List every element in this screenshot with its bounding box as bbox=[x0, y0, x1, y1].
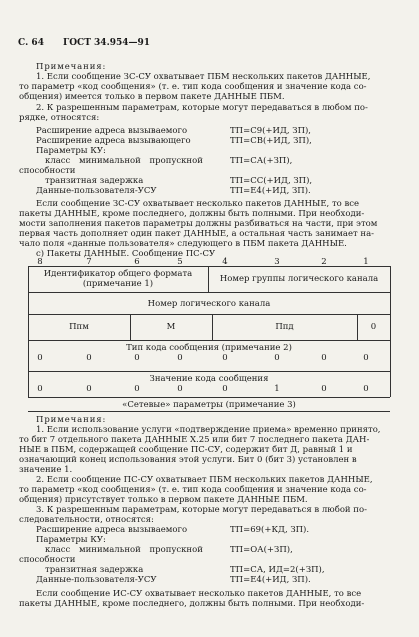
note-line: то параметр «код сообщения» (т. е. тип кода сообщения и значение кода со- bbox=[19, 485, 367, 495]
notes-title: Примечания: bbox=[36, 62, 107, 72]
table-border-bottom bbox=[28, 411, 390, 412]
param-label: транзитная задержка bbox=[45, 565, 144, 575]
param-value: ТП=ОА(+ЗП), bbox=[230, 545, 293, 555]
row-divider bbox=[28, 371, 390, 372]
msg-val-bit: 0 bbox=[86, 384, 92, 394]
msg-type-bit: 0 bbox=[363, 353, 369, 363]
note-line: общения) имеется только в первом пакете ДАННЫЕ ПБМ. bbox=[19, 92, 285, 102]
param-value: ТП=СА(+ЗП), bbox=[230, 156, 293, 166]
param-label: Расширение адреса вызываемого bbox=[36, 126, 188, 136]
msg-type-title: Тип кода сообщения (примечание 2) bbox=[126, 343, 292, 353]
param-label: Параметры КУ: bbox=[36, 146, 106, 156]
bit-number: 7 bbox=[86, 257, 92, 267]
param-label: Данные-пользователя-УСУ bbox=[36, 575, 157, 585]
paragraph-line: чало поля «данные пользователя» следующего в ПБМ пакета ДАННЫЕ. bbox=[19, 239, 347, 249]
network-params: «Сетевые» параметры (примечание 3) bbox=[122, 400, 296, 410]
bit-number: 8 bbox=[37, 257, 43, 267]
gfi-label: Идентификатор общего формата bbox=[43, 269, 193, 279]
msg-type-bit: 0 bbox=[274, 353, 280, 363]
bit-number: 2 bbox=[321, 257, 327, 267]
ppm-label: Ппм bbox=[69, 322, 89, 332]
param-label: Параметры КУ: bbox=[36, 535, 106, 545]
row-divider bbox=[28, 292, 390, 293]
msg-val-bit: 0 bbox=[321, 384, 327, 394]
msg-val-bit: 0 bbox=[37, 384, 43, 394]
zero-bit: 0 bbox=[370, 322, 377, 332]
bit-number: 3 bbox=[274, 257, 280, 267]
note-line: то бит 7 отдельного пакета ДАННЫЕ Х.25 или бит 7 последнего пакета ДАН- bbox=[19, 435, 370, 445]
table-border-right bbox=[390, 266, 391, 371]
note-line: 3. К разрешенным параметрам, которые могут передаваться в любой по- bbox=[36, 505, 367, 515]
msg-type-bit: 0 bbox=[37, 353, 43, 363]
page-number: С. 64 bbox=[18, 38, 44, 48]
note-line: 2. Если сообщение ПС-СУ охватывает ПБМ нескольких пакетов ДАННЫЕ, bbox=[36, 475, 373, 485]
ppd-label: Ппд bbox=[275, 322, 294, 332]
param-label: Данные-пользователя-УСУ bbox=[36, 186, 157, 196]
row-divider bbox=[28, 397, 390, 398]
paragraph-line: первая часть дополняет один пакет ДАННЫЕ, а остальная часть занимает на- bbox=[19, 229, 375, 239]
note-line: 1. Если использование услуги «подтверждение приема» временно принято, bbox=[36, 425, 381, 435]
param-value: ТП=Е4(+ИД, ЗП). bbox=[230, 575, 311, 585]
table-border-right bbox=[390, 371, 391, 397]
msg-type-bit: 0 bbox=[86, 353, 92, 363]
notes-title: Примечания: bbox=[36, 415, 107, 425]
note-line: 2. К разрешенным параметрам, которые могут передаваться в любом по- bbox=[36, 103, 368, 113]
note-line: следовательности, относятся: bbox=[19, 515, 154, 525]
note-line: общения) присутствует только в первом пакете ДАННЫЕ ПБМ. bbox=[19, 495, 308, 505]
msg-val-bit: 0 bbox=[177, 384, 183, 394]
gost-number: ГОСТ 34.954—91 bbox=[63, 38, 151, 48]
m-label: М bbox=[166, 322, 176, 332]
param-label: Расширение адреса вызывающего bbox=[36, 136, 191, 146]
row-divider bbox=[28, 340, 390, 341]
gfi-note: (примечание 1) bbox=[82, 279, 154, 289]
param-value: ТП=С9(+ИД, ЗП), bbox=[230, 126, 312, 136]
param-label: способности bbox=[19, 555, 76, 565]
param-value: ТП=СС(+ИД, ЗП), bbox=[230, 176, 313, 186]
note-line: 1. Если сообщение ЗС-СУ охватывает ПБМ нескольких пакетов ДАННЫЕ, bbox=[36, 72, 371, 82]
paragraph-line: мости заполнения пакетов параметры должны разбиваться на части, при этом bbox=[19, 219, 378, 229]
msg-val-bit: 1 bbox=[274, 384, 280, 394]
note-line: значение 1. bbox=[19, 465, 73, 475]
bit-number: 5 bbox=[177, 257, 183, 267]
table-caption: с) Пакеты ДАННЫЕ. Сообщение ПС-СУ bbox=[36, 249, 216, 259]
param-label: способности bbox=[19, 166, 76, 176]
lcn-label: Номер логического канала bbox=[147, 299, 271, 309]
param-value: ТП=69(+КД, ЗП). bbox=[230, 525, 310, 535]
note-line: НЫЕ в ПБМ, содержащей сообщение ПС-СУ, содержит бит Д, равный 1 и bbox=[19, 445, 353, 455]
param-label: класс минимальной пропускной bbox=[45, 545, 203, 555]
param-value: ТП=Е4(+ИД, ЗП). bbox=[230, 186, 311, 196]
bit-number: 6 bbox=[134, 257, 140, 267]
msg-val-bit: 0 bbox=[222, 384, 228, 394]
msg-val-bit: 0 bbox=[363, 384, 369, 394]
paragraph-line: Если сообщение ИС-СУ охватывает несколько пакетов ДАННЫЕ, то все bbox=[36, 589, 362, 599]
note-line: то параметр «код сообщения» (т. е. тип кода сообщения и значение кода со- bbox=[19, 82, 367, 92]
bit-number: 4 bbox=[222, 257, 228, 267]
param-label: транзитная задержка bbox=[45, 176, 144, 186]
param-value: ТП=СА, ИД=2(+ЗП), bbox=[230, 565, 325, 575]
msg-type-bit: 0 bbox=[222, 353, 228, 363]
note-line: рядке, относятся: bbox=[19, 113, 100, 123]
msg-val-bit: 0 bbox=[134, 384, 140, 394]
paragraph-line: Если сообщение ЗС-СУ охватывает несколько пакетов ДАННЫЕ, то все bbox=[36, 199, 360, 209]
msg-val-title: Значение кода сообщения bbox=[149, 374, 269, 384]
paragraph-line: пакеты ДАННЫЕ, кроме последнего, должны быть полными. При необходи- bbox=[19, 599, 365, 609]
paragraph-line: пакеты ДАННЫЕ, кроме последнего, должны быть полными. При необходи- bbox=[19, 209, 365, 219]
lcgn-label: Номер группы логического канала bbox=[219, 274, 379, 284]
msg-type-bit: 0 bbox=[134, 353, 140, 363]
table-border-top bbox=[28, 266, 390, 267]
msg-type-bit: 0 bbox=[177, 353, 183, 363]
msg-type-bit: 0 bbox=[321, 353, 327, 363]
row-divider bbox=[28, 314, 390, 315]
param-label: класс минимальной пропускной bbox=[45, 156, 203, 166]
note-line: означающий конец использования этой услуги. Бит 0 (бит 3) установлен в bbox=[19, 455, 357, 465]
bit-number: 1 bbox=[363, 257, 369, 267]
param-label: Расширение адреса вызываемого bbox=[36, 525, 188, 535]
param-value: ТП=СВ(+ИД, ЗП), bbox=[230, 136, 312, 146]
